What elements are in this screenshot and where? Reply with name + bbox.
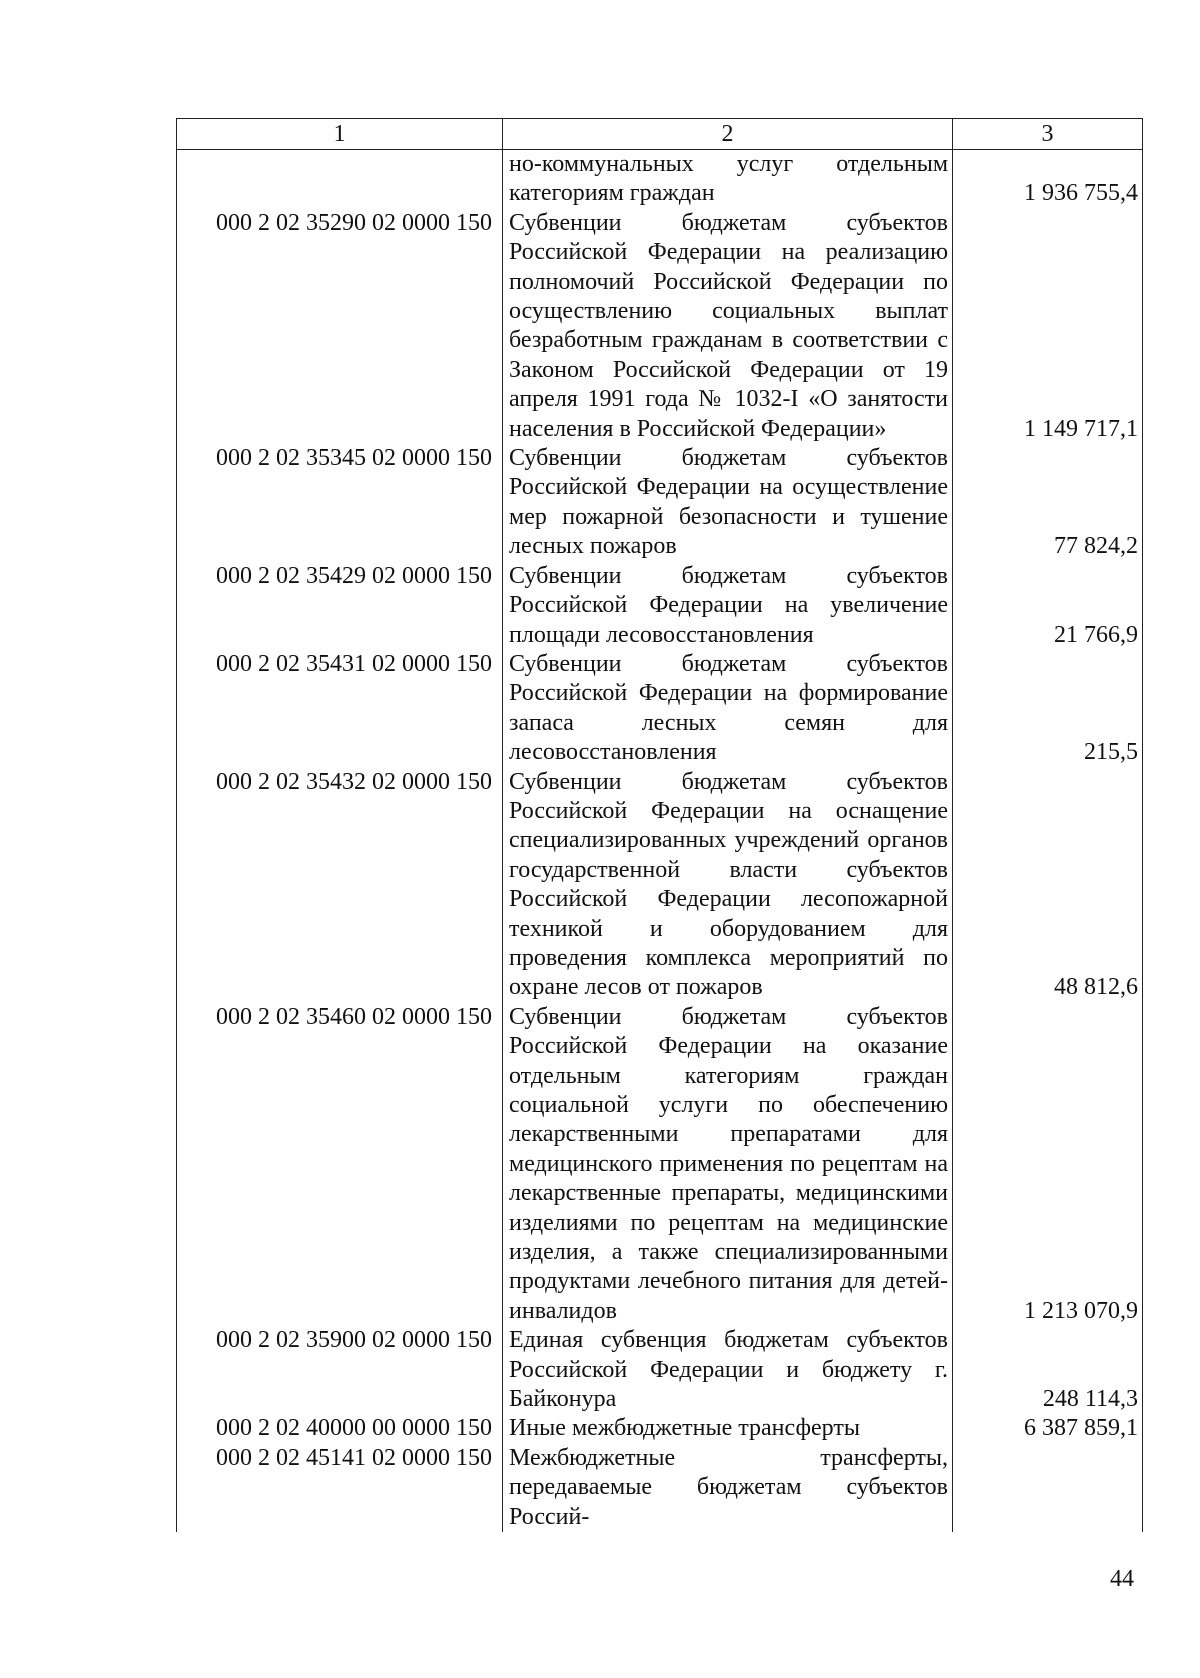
item-description: Субвенции бюджетам субъектов Российской Федерации на увеличение площади лесовосстановления	[503, 562, 953, 650]
item-amount: 6 387 859,1	[953, 1414, 1143, 1443]
budget-table-wrapper	[176, 118, 1142, 1532]
budget-code: 000 2 02 35345 02 0000 150	[177, 444, 503, 562]
item-description: но-коммунальных услуг отдельным категориям граждан	[503, 150, 953, 209]
table-row	[177, 444, 1143, 562]
page-number: 44	[1110, 1566, 1134, 1592]
item-description: Субвенции бюджетам субъектов Российской Федерации на оказание отдельным категориям граждан социальной услуги по обеспечению лекарственными препаратами для медицинского применения по рецептам на лекарственные препараты, медицинскими изделиями по рецептам на медицинские изделия, а также специализированными продуктами лечебного питания для детей-инвалидов	[503, 1003, 953, 1326]
column-header-3: 3	[953, 119, 1143, 150]
item-description: Единая субвенция бюджетам субъектов Российской Федерации и бюджету г. Байконура	[503, 1326, 953, 1414]
budget-code: 000 2 02 45141 02 0000 150	[177, 1444, 503, 1532]
item-amount: 215,5	[953, 650, 1143, 768]
column-header-2: 2	[503, 119, 953, 150]
item-amount: 1 213 070,9	[953, 1003, 1143, 1326]
item-amount: 21 766,9	[953, 562, 1143, 650]
budget-code: 000 2 02 35460 02 0000 150	[177, 1003, 503, 1326]
item-amount	[953, 1444, 1143, 1532]
budget-code: 000 2 02 35290 02 0000 150	[177, 209, 503, 444]
table-row	[177, 209, 1143, 444]
table-row	[177, 1414, 1143, 1443]
item-amount: 1 936 755,4	[953, 150, 1143, 209]
budget-code: 000 2 02 35900 02 0000 150	[177, 1326, 503, 1414]
table-row	[177, 150, 1143, 209]
budget-code: 000 2 02 35431 02 0000 150	[177, 650, 503, 768]
budget-code: 000 2 02 35432 02 0000 150	[177, 768, 503, 1003]
item-description: Субвенции бюджетам субъектов Российской Федерации на реализацию полномочий Российской Федерации по осуществлению социальных выплат безработным гражданам в соответствии с Законом Российской Федерации от 19 апреля 1991 года № 1032-I «О занятости населения в Российской Федерации»	[503, 209, 953, 444]
table-row	[177, 1003, 1143, 1326]
budget-code: 000 2 02 40000 00 0000 150	[177, 1414, 503, 1443]
item-description: Субвенции бюджетам субъектов Российской Федерации на оснащение специализированных учреждений органов государственной власти субъектов Российской Федерации лесопожарной техникой и оборудованием для проведения комплекса мероприятий по охране лесов от пожаров	[503, 768, 953, 1003]
budget-code: 000 2 02 35429 02 0000 150	[177, 562, 503, 650]
item-description: Иные межбюджетные трансферты	[503, 1414, 953, 1443]
table-row	[177, 562, 1143, 650]
table-row	[177, 1326, 1143, 1414]
table-row	[177, 768, 1143, 1003]
item-amount: 48 812,6	[953, 768, 1143, 1003]
item-amount: 77 824,2	[953, 444, 1143, 562]
item-amount: 248 114,3	[953, 1326, 1143, 1414]
budget-table	[176, 118, 1143, 1532]
item-description: Субвенции бюджетам субъектов Российской Федерации на формирование запаса лесных семян для лесовосстановления	[503, 650, 953, 768]
table-header-row	[177, 119, 1143, 150]
item-amount: 1 149 717,1	[953, 209, 1143, 444]
item-description: Субвенции бюджетам субъектов Российской Федерации на осуществление мер пожарной безопасности и тушение лесных пожаров	[503, 444, 953, 562]
budget-code	[177, 150, 503, 209]
column-header-1: 1	[177, 119, 503, 150]
item-description: Межбюджетные трансферты, передаваемые бюджетам субъектов Россий-	[503, 1444, 953, 1532]
table-row	[177, 650, 1143, 768]
table-row	[177, 1444, 1143, 1532]
